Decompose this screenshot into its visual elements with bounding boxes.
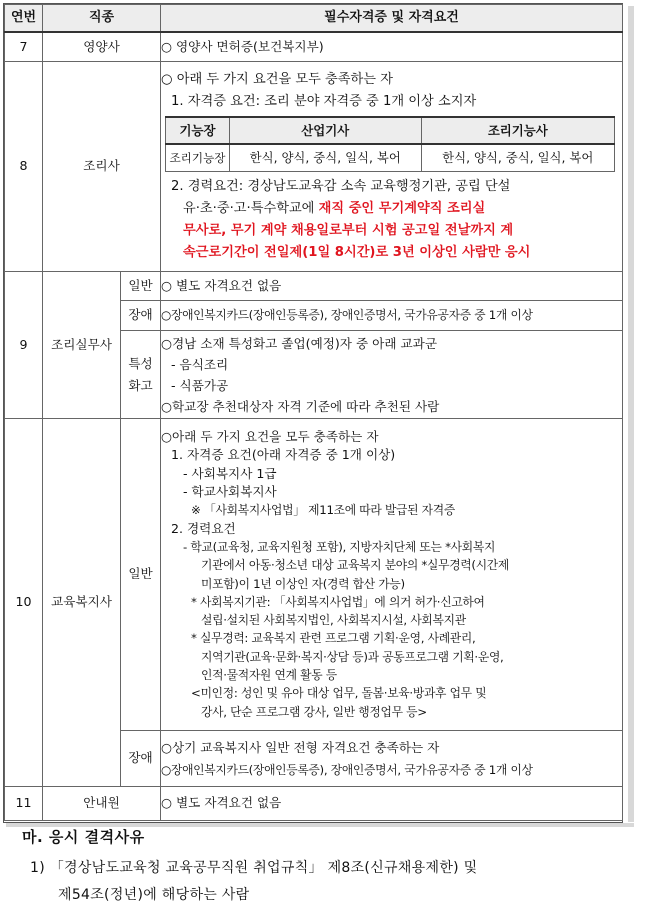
sub-type: 일반 bbox=[121, 419, 161, 731]
table-row bbox=[5, 32, 623, 62]
requirement-line: - 사회복지사 1급 bbox=[183, 465, 277, 481]
disqualification-line: 제54조(정년)에 해당하는 사람 bbox=[58, 887, 250, 903]
requirement-line: 2. 경력요건 bbox=[171, 520, 236, 536]
requirement-cell bbox=[161, 272, 623, 301]
license-header: 기능장 bbox=[166, 117, 230, 144]
requirement-line: ○장애인복지카드(장애인등록증), 장애인증명서, 국가유공자증 중 1개 이상 bbox=[161, 308, 533, 323]
requirement-line: ○ 영양사 면허증(보건복지부) bbox=[161, 38, 324, 54]
sub-type: 일반 bbox=[121, 272, 161, 301]
section-title: 마. 응시 결격사유 bbox=[22, 828, 145, 846]
requirement-line: * 사회복지기관: 「사회복지사업법」에 의거 허가·신고하여 bbox=[191, 594, 485, 609]
requirement-line: 설립·설치된 사회복지법인, 사회복지시설, 사회복지관 bbox=[201, 613, 466, 628]
requirement-line: - 식품가공 bbox=[171, 377, 229, 393]
requirement-line: 미포함)이 1년 이상인 자(경력 합산 가능) bbox=[201, 576, 405, 591]
table-row bbox=[5, 272, 623, 301]
license-cell: 한식, 양식, 중식, 일식, 복어 bbox=[229, 144, 421, 171]
highlight-text: 재직 중인 무기계약직 조리실 bbox=[318, 200, 486, 216]
requirement-line: - 음식조리 bbox=[171, 356, 229, 372]
license-row bbox=[166, 144, 615, 171]
requirement-cell bbox=[161, 419, 623, 731]
disqualification-line: 1) 「경상남도교육청 교육공무직원 취업규칙」 제8조(신규채용제한) 및 bbox=[30, 860, 478, 876]
requirement-line: * 실무경력: 교육복지 관련 프로그램 기획·운영, 사례관리, bbox=[191, 631, 476, 646]
requirement-line: 인적·물적자원 연계 활동 등 bbox=[201, 667, 337, 682]
sub-type-line: 화고 bbox=[128, 377, 153, 393]
table-row bbox=[5, 787, 623, 821]
table-row bbox=[5, 419, 623, 731]
header-no: 연번 bbox=[5, 5, 43, 32]
requirement-cell bbox=[161, 331, 623, 419]
requirement-cell bbox=[161, 32, 623, 62]
table-header-row bbox=[5, 5, 623, 32]
requirement-cell bbox=[161, 731, 623, 787]
requirement-line: - 학교(교육청, 교육지원청 포함), 지방자치단체 또는 *사회복지 bbox=[183, 539, 496, 554]
job-title: 조리실무사 bbox=[43, 272, 121, 419]
job-title: 교육복지사 bbox=[43, 419, 121, 787]
table-row bbox=[5, 62, 623, 272]
requirement-line: - 학교사회복지사 bbox=[183, 484, 277, 500]
highlight-line: 무사로, 무기 계약 채용일로부터 시험 공고일 전날까지 계 bbox=[183, 222, 514, 238]
requirement-line bbox=[161, 198, 622, 220]
sub-type-line: 특성 bbox=[128, 355, 153, 371]
license-cell: 조리기능장 bbox=[166, 144, 230, 171]
license-header: 산업기사 bbox=[229, 117, 421, 144]
requirement-line: ○상기 교육복지사 일반 전형 자격요건 충족하는 자 bbox=[161, 739, 440, 755]
license-cell: 한식, 양식, 중식, 일식, 복어 bbox=[421, 144, 615, 171]
row-number: 10 bbox=[5, 419, 43, 787]
requirement-line: 강사, 단순 프로그램 강사, 일반 행정업무 등> bbox=[201, 704, 427, 719]
requirement-line: ※ 「사회복지사업법」 제11조에 따라 발급된 자격증 bbox=[191, 503, 455, 518]
requirement-cell bbox=[161, 787, 623, 821]
requirement-cell bbox=[161, 301, 623, 331]
requirement-line: ○ 별도 자격요건 없음 bbox=[161, 795, 282, 811]
license-header-row bbox=[166, 117, 615, 144]
frame-shadow bbox=[628, 6, 634, 822]
sub-type bbox=[121, 331, 161, 419]
row-number: 8 bbox=[5, 62, 43, 272]
requirement-line: ○학교장 추천대상자 자격 기준에 따라 추천된 사람 bbox=[161, 398, 440, 414]
qualification-table bbox=[4, 4, 623, 821]
requirement-line: ○ 아래 두 가지 요건을 모두 충족하는 자 bbox=[161, 72, 393, 88]
requirement-line: <미인정: 성인 및 유아 대상 업무, 돌봄·보육·방과후 업무 및 bbox=[191, 686, 487, 701]
sub-type: 장애 bbox=[121, 731, 161, 787]
requirement-line: 2. 경력요건: 경상남도교육감 소속 교육행정기관, 공립 단설 bbox=[171, 178, 511, 194]
requirement-line: 1. 자격증 요건(아래 자격증 중 1개 이상) bbox=[171, 447, 396, 463]
license-header: 조리기능사 bbox=[421, 117, 615, 144]
row-number: 9 bbox=[5, 272, 43, 419]
highlight-line: 속근로기간이 전일제(1일 8시간)로 3년 이상인 사람만 응시 bbox=[183, 244, 531, 260]
header-requirements: 필수자격증 및 자격요건 bbox=[161, 5, 623, 32]
row-number: 7 bbox=[5, 32, 43, 62]
requirement-line: ○경남 소재 특성화고 졸업(예정)자 중 아래 교과군 bbox=[161, 335, 437, 351]
requirement-line: 1. 자격증 요건: 조리 분야 자격증 중 1개 이상 소지자 bbox=[171, 94, 477, 110]
requirement-line: ○장애인복지카드(장애인등록증), 장애인증명서, 국가유공자증 중 1개 이상 bbox=[161, 762, 533, 777]
requirement-line: ○아래 두 가지 요건을 모두 충족하는 자 bbox=[161, 429, 379, 445]
requirement-text: 유·초·중·고·특수학교에 bbox=[183, 200, 319, 216]
requirement-line: 지역기관(교육·문화·복지·상담 등)과 공동프로그램 기획·운영, bbox=[201, 649, 504, 664]
job-title: 안내원 bbox=[43, 787, 161, 821]
requirement-line: ○ 별도 자격요건 없음 bbox=[161, 277, 282, 293]
job-title: 조리사 bbox=[43, 62, 161, 272]
cook-license-table bbox=[165, 116, 615, 172]
sub-type: 장애 bbox=[121, 301, 161, 331]
requirement-cell bbox=[161, 62, 623, 272]
header-job: 직종 bbox=[43, 5, 161, 32]
job-title: 영양사 bbox=[43, 32, 161, 62]
row-number: 11 bbox=[5, 787, 43, 821]
requirement-line: 기관에서 아동·청소년 대상 교육복지 분야의 *실무경력(시간제 bbox=[201, 558, 509, 573]
